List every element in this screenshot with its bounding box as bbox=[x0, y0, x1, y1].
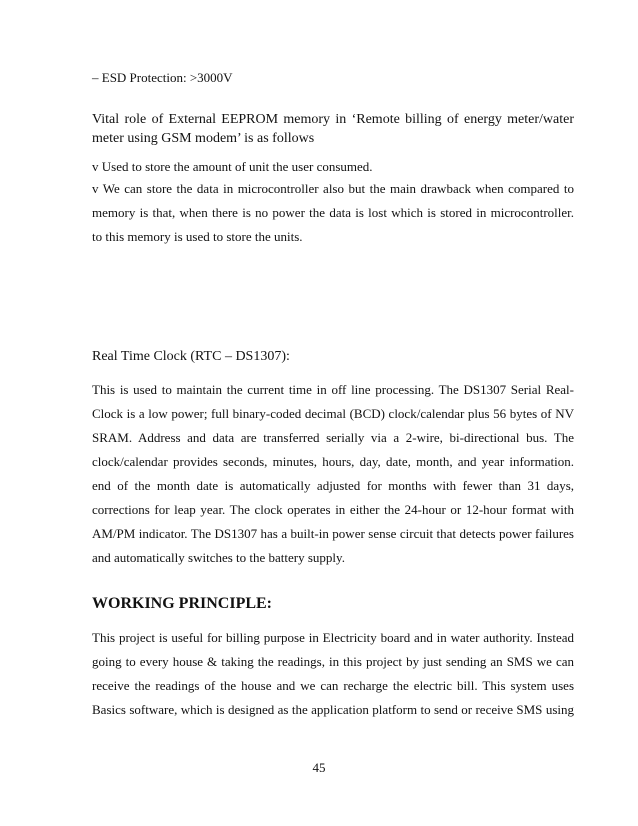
page-number: 45 bbox=[312, 760, 326, 775]
eeprom-heading bbox=[92, 110, 574, 148]
rtc-body-line-7: AM/PM indicator. The DS1307 has a built-in power sense circuit that detects power failures bbox=[92, 526, 574, 541]
working-body-line-2: going to every house & taking the readings, in this project by just sending an SMS we can bbox=[92, 654, 574, 669]
eeprom-body-line-1: v Used to store the amount of unit the user consumed. bbox=[92, 159, 373, 174]
working-principle-body bbox=[92, 628, 574, 719]
working-principle-heading bbox=[92, 594, 574, 614]
working-body-line-4: Basics software, which is designed as the application platform to send or receive SMS using bbox=[92, 702, 574, 717]
working-body-line-1: This project is useful for billing purpose in Electricity board and in water authority. Instead bbox=[92, 630, 574, 645]
rtc-body-line-4: clock/calendar provides seconds, minutes, hours, day, date, month, and year information. bbox=[92, 454, 574, 469]
rtc-heading-text: Real Time Clock (RTC – DS1307): bbox=[92, 349, 290, 364]
working-principle-heading-text: WORKING PRINCIPLE: bbox=[92, 595, 273, 612]
eeprom-body-line-3: memory is that, when there is no power the data is lost which is stored in microcontroller. bbox=[92, 205, 574, 220]
eeprom-heading-line-1: Vital role of External EEPROM memory in ‘Remote billing of energy meter/water bbox=[92, 112, 574, 127]
eeprom-body-line-2: v We can store the data in microcontroller also but the main drawback when compared to bbox=[92, 181, 574, 196]
rtc-body-line-1: This is used to maintain the current time in off line processing. The DS1307 Serial Real- bbox=[92, 382, 574, 397]
eeprom-body-line-4: to this memory is used to store the units. bbox=[92, 229, 303, 244]
rtc-body-line-2: Clock is a low power; full binary-coded decimal (BCD) clock/calendar plus 56 bytes of NV bbox=[92, 406, 574, 421]
rtc-body bbox=[92, 380, 574, 567]
working-body-line-3: receive the readings of the house and we can recharge the electric bill. This system uses bbox=[92, 678, 574, 693]
rtc-body-line-6: corrections for leap year. The clock operates in either the 24-hour or 12-hour format with bbox=[92, 502, 574, 517]
rtc-body-line-8: and automatically switches to the battery supply. bbox=[92, 550, 345, 565]
rtc-body-line-3: SRAM. Address and data are transferred serially via a 2-wire, bi-directional bus. The bbox=[92, 430, 574, 445]
eeprom-heading-line-2: meter using GSM modem’ is as follows bbox=[92, 131, 315, 146]
rtc-body-line-5: end of the month date is automatically adjusted for months with fewer than 31 days, bbox=[92, 478, 574, 493]
esd-text: – ESD Protection: >3000V bbox=[92, 70, 233, 85]
esd-protection-line bbox=[92, 68, 574, 87]
eeprom-body bbox=[92, 157, 574, 246]
rtc-heading bbox=[92, 347, 574, 366]
